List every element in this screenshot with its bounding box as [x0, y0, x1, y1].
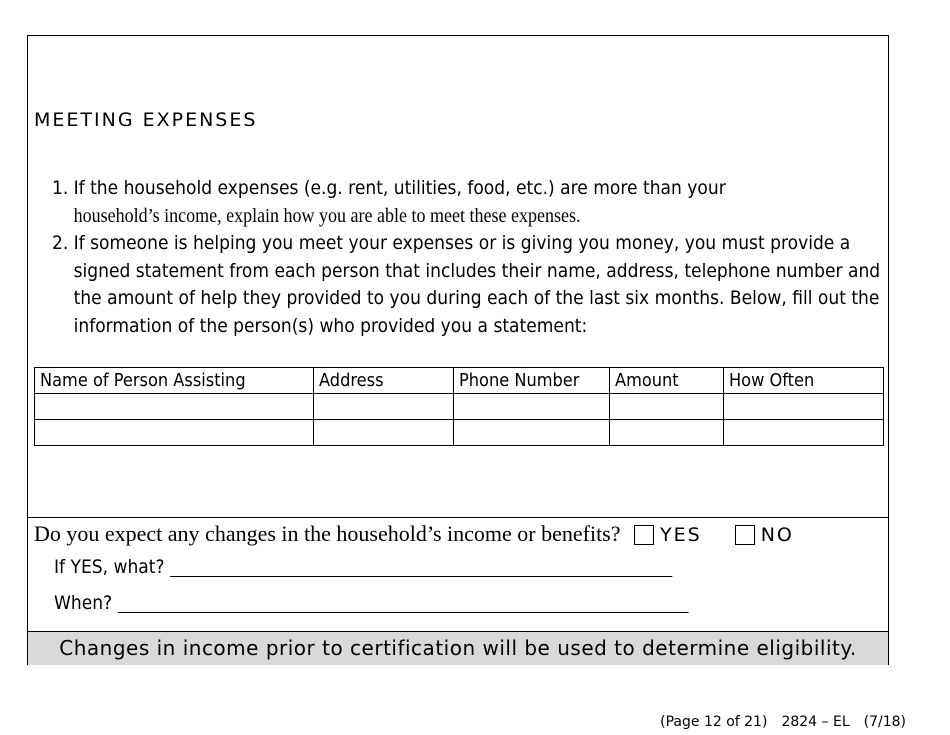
section-title: MEETING EXPENSES	[34, 109, 258, 131]
eligibility-notice: Changes in income prior to certification will be used to determine eligibility.	[28, 631, 888, 665]
address-cell[interactable]	[314, 394, 454, 420]
phone-cell[interactable]	[454, 420, 610, 446]
when-label: When?	[54, 592, 113, 614]
instruction-item-2	[52, 230, 886, 340]
name-cell[interactable]	[35, 420, 314, 446]
amount-cell[interactable]	[610, 420, 724, 446]
address-cell[interactable]	[314, 420, 454, 446]
instruction-number: 1.	[52, 177, 69, 199]
phone-cell[interactable]	[454, 394, 610, 420]
amount-cell[interactable]	[610, 394, 724, 420]
column-header-amount: Amount	[610, 368, 724, 394]
how-often-cell[interactable]	[724, 420, 884, 446]
column-header-name: Name of Person Assisting	[35, 368, 314, 394]
instruction-text: household’s income, explain how you are able to meet these expenses.	[73, 204, 581, 227]
meeting-expenses-form	[27, 35, 889, 665]
instruction-number: 2.	[52, 232, 69, 254]
instruction-item-1	[52, 175, 886, 230]
page-footer	[660, 714, 906, 730]
table-header-row	[35, 368, 884, 394]
when-input[interactable]	[118, 592, 689, 613]
instruction-text: If the household expenses (e.g. rent, utilities, food, etc.) are more than your	[73, 177, 726, 199]
if-yes-line	[54, 556, 672, 578]
instruction-text: If someone is helping you meet your expenses or is giving you money, you must provide a signed statement from each person that includes their name, address, telephone number and the amount of help they provided to you during each of the last six months. Below, fill out the information of the person(s) who provided you a statement:	[73, 232, 881, 337]
if-yes-input[interactable]	[170, 556, 672, 577]
how-often-cell[interactable]	[724, 394, 884, 420]
column-header-phone: Phone Number	[454, 368, 610, 394]
form-id: 2824 – EL	[781, 714, 850, 730]
form-revision: (7/18)	[863, 714, 906, 730]
person-assisting-table	[34, 367, 884, 446]
yes-label: YES	[660, 524, 702, 546]
income-change-question-row	[34, 521, 794, 547]
when-line	[54, 592, 688, 614]
if-yes-label: If YES, what?	[54, 556, 165, 578]
yes-checkbox[interactable]	[634, 525, 654, 545]
section-divider	[28, 517, 888, 518]
table-row	[35, 394, 884, 420]
no-checkbox[interactable]	[735, 525, 755, 545]
page-number: (Page 12 of 21)	[660, 714, 768, 730]
column-header-address: Address	[314, 368, 454, 394]
instructions-list	[52, 175, 886, 340]
income-change-question: Do you expect any changes in the household’s income or benefits?	[34, 521, 621, 546]
name-cell[interactable]	[35, 394, 314, 420]
column-header-how-often: How Often	[724, 368, 884, 394]
no-label: NO	[760, 524, 794, 546]
table-row	[35, 420, 884, 446]
